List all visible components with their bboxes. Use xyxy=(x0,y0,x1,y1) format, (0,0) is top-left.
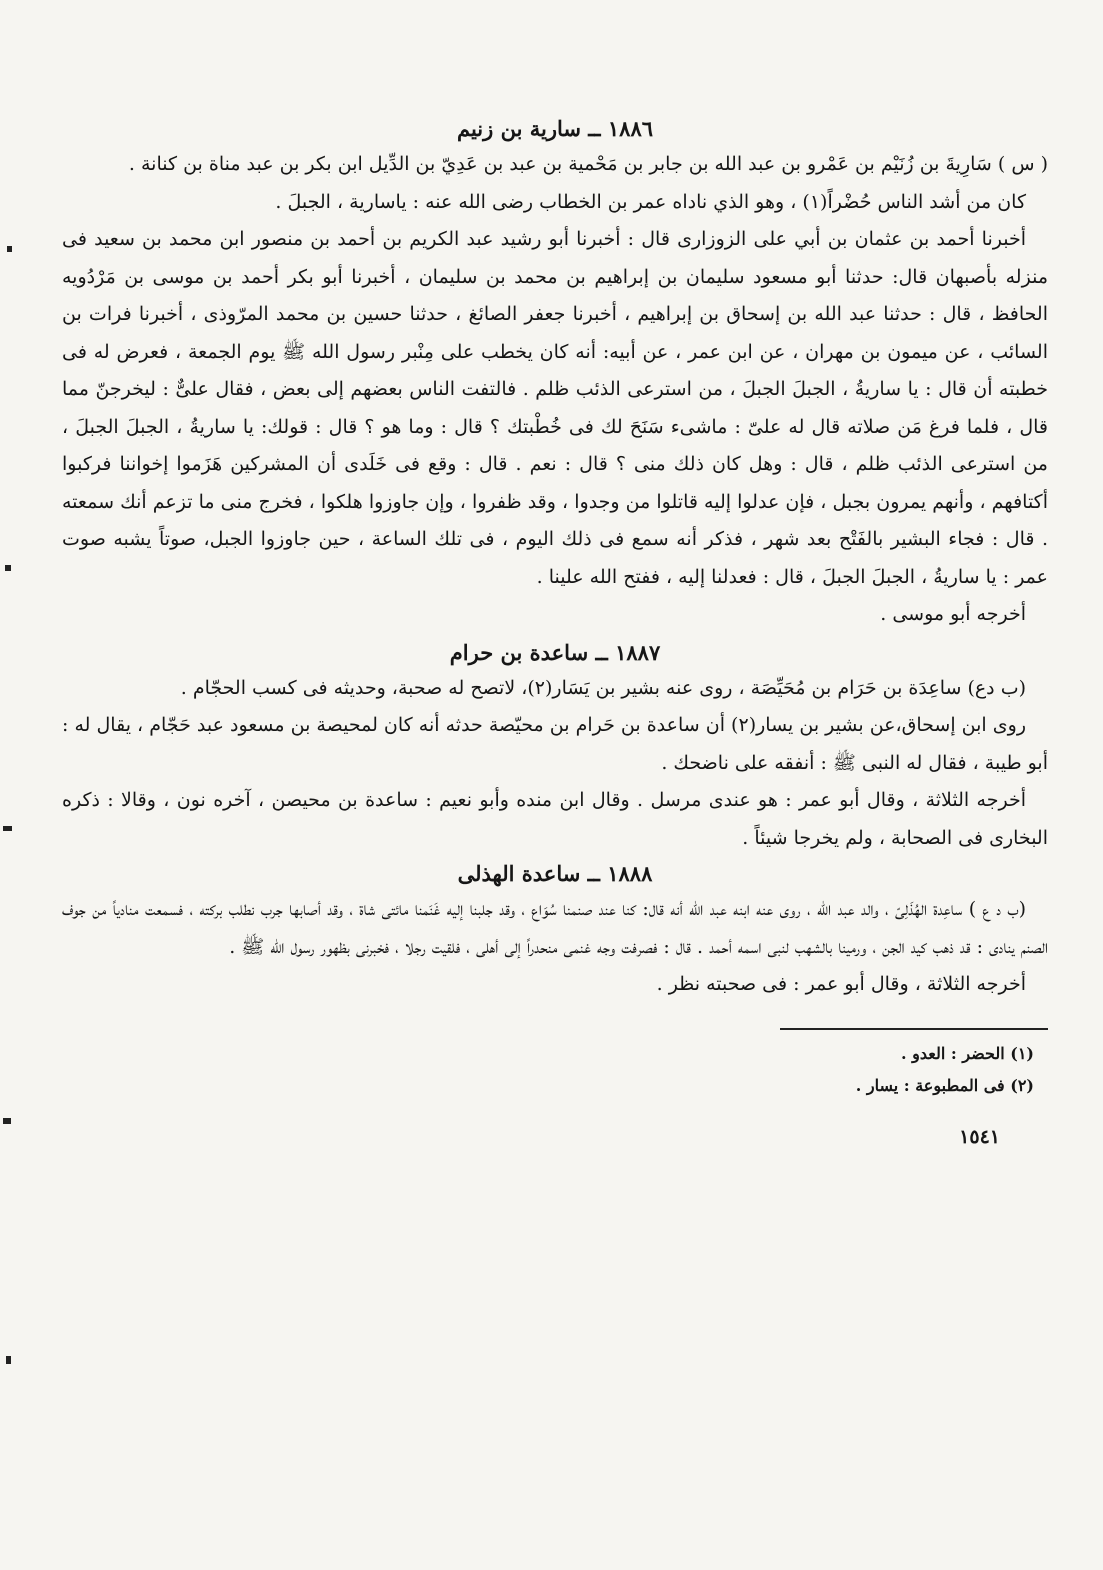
entry-paragraph: أخبرنا أحمد بن عثمان بن أبي على الزوزارى قال : أخبرنا أبو رشيد عبد الكريم بن أحمد بن منصور ابن محمد بن سعيد فى منزله بأصبهان قال: حدثنا أبو مسعود سليمان بن إبراهيم بن محمد بن سليمان ، أخبرنا أبو بكر أحمد بن موسى بن مَرْدُويه الحافظ ، قال : حدثنا عبد الله بن إسحاق بن إبراهيم ، أخبرنا جعفر الصائغ ، حدثنا حسين بن محمد المرّوذى ، أخبرنا فرات بن السائب ، عن ميمون بن مهران ، عن ابن عمر ، عن أبيه: أنه كان يخطب على مِنْبر رسول الله ﷺ يوم الجمعة ، فعرض له فى خطبته أن قال : يا ساريةُ ، الجبلَ الجبلَ ، من استرعى الذئب ظلم . فالتفت الناس بعضهم إلى بعض ، فقال علىٌّ : ليخرجنّ مما قال ، فلما فرغ مَن صلاته قال له علىّ : ماشىء سَنَحَ لك فى خُطْبتك ؟ قال : وما هو ؟ قال : قولك: يا ساريةُ ، الجبلَ الجبلَ ، من استرعى الذئب ظلم ، قال : وهل كان ذلك منى ؟ قال : نعم . قال : وقع فى خَلَدى أن المشركين هَزَموا إخواننا فركبوا أكتافهم ، وأنهم يمرون بجبل ، فإن عدلوا إليه قاتلوا من وجدوا ، وقد ظفروا ، وإن جاوزوا هلكوا ، فخرج منى ما تزعم أنك سمعته . قال : فجاء البشير بالفَتْح بعد شهر ، فذكر أنه سمع فى ذلك اليوم ، فى تلك الساعة ، حين جاوزوا الجبل، صوتاً يشبه صوت عمر : يا ساريةُ ، الجبلَ الجبلَ ، قال : فعدلنا إليه ، ففتح الله علينا . xyxy=(62,228,1048,588)
page-number: ١٥٤١ xyxy=(959,1125,1000,1148)
entry-title: ١٨٨٨ ــ ساعدة الهذلى xyxy=(457,861,653,886)
entry-title: ١٨٨٦ ــ سارية بن زنيم xyxy=(456,116,654,141)
scan-mark xyxy=(3,826,12,831)
entry-paragraph: أخرجه أبو موسى . xyxy=(880,603,1026,625)
scan-mark xyxy=(3,1118,11,1124)
page-body xyxy=(62,112,1048,1148)
entry-paragraph: ( س ) سَارِيةَ بن زُنَيْم بن عَمْرو بن عبد الله بن جابر بن مَحْمية بن عبد بن عَدِيّ بن الدِّيل ابن بكر بن عبد مناة بن كنانة . xyxy=(128,153,1048,175)
entry-paragraph: روى ابن إسحاق،عن بشير بن يسار(٢) أن ساعدة بن حَرام بن محيّصة حدثه أنه كان لمحيصة بن مسعود عبد حَجّام ، يقال له : أبو طيبة ، فقال له النبى ﷺ : أنفقه على ناضحك . xyxy=(62,714,1048,774)
footnote: (٢) فى المطبوعة : يسار . xyxy=(855,1075,1034,1095)
entry-paragraph: أخرجه الثلاثة ، وقال أبو عمر : فى صحبته نظر . xyxy=(656,973,1026,995)
scan-mark xyxy=(5,565,11,571)
footnote: (١) الحضر : العدو . xyxy=(900,1043,1034,1063)
entry-title: ١٨٨٧ ــ ساعدة بن حرام xyxy=(449,639,661,665)
entry-paragraph: أخرجه الثلاثة ، وقال أبو عمر : هو عندى مرسل . وقال ابن منده وأبو نعيم : ساعدة بن محيصن ، آخره نون ، وقالا : ذكره البخارى فى الصحابة ، ولم يخرجا شيئاً . xyxy=(62,789,1048,849)
entry-paragraph: (ب د ع ) ساعِدة الهُذَلِىّ ، والد عبد الله ، روى عنه ابنه عبد الله أنه قال: كنا عند صنمنا سُوَاع ، وقد جلبنا إليه غَنَمنا مائتى شاة ، وقد أصابها جرب نطلب بركته ، فسمعت منادياً من جوف الصنم ينادى : قد ذهب كيد الجن ، ورمينا بالشهب لنبى اسمه أحمد . قال : فصرفت وجه غنمى منحدراً إلى أهلى ، فلقيت رجلا ، فخبرنى بظهور رسول الله ﷺ . xyxy=(62,898,1048,958)
scan-mark xyxy=(7,246,12,252)
entry-paragraph: كان من أشد الناس حُضْراً(١) ، وهو الذي ناداه عمر بن الخطاب رضى الله عنه : ياسارية ، الجبلَ . xyxy=(275,190,1026,213)
scan-mark xyxy=(6,1356,11,1364)
entry-paragraph: (ب دع) ساعِدَة بن حَرَام بن مُحَيِّصَة ، روى عنه بشير بن يَسَار(٢)، لاتصح له صحبة، وحديثه فى كسب الحجّام . xyxy=(180,676,1026,699)
footnote-divider xyxy=(780,1028,1048,1030)
